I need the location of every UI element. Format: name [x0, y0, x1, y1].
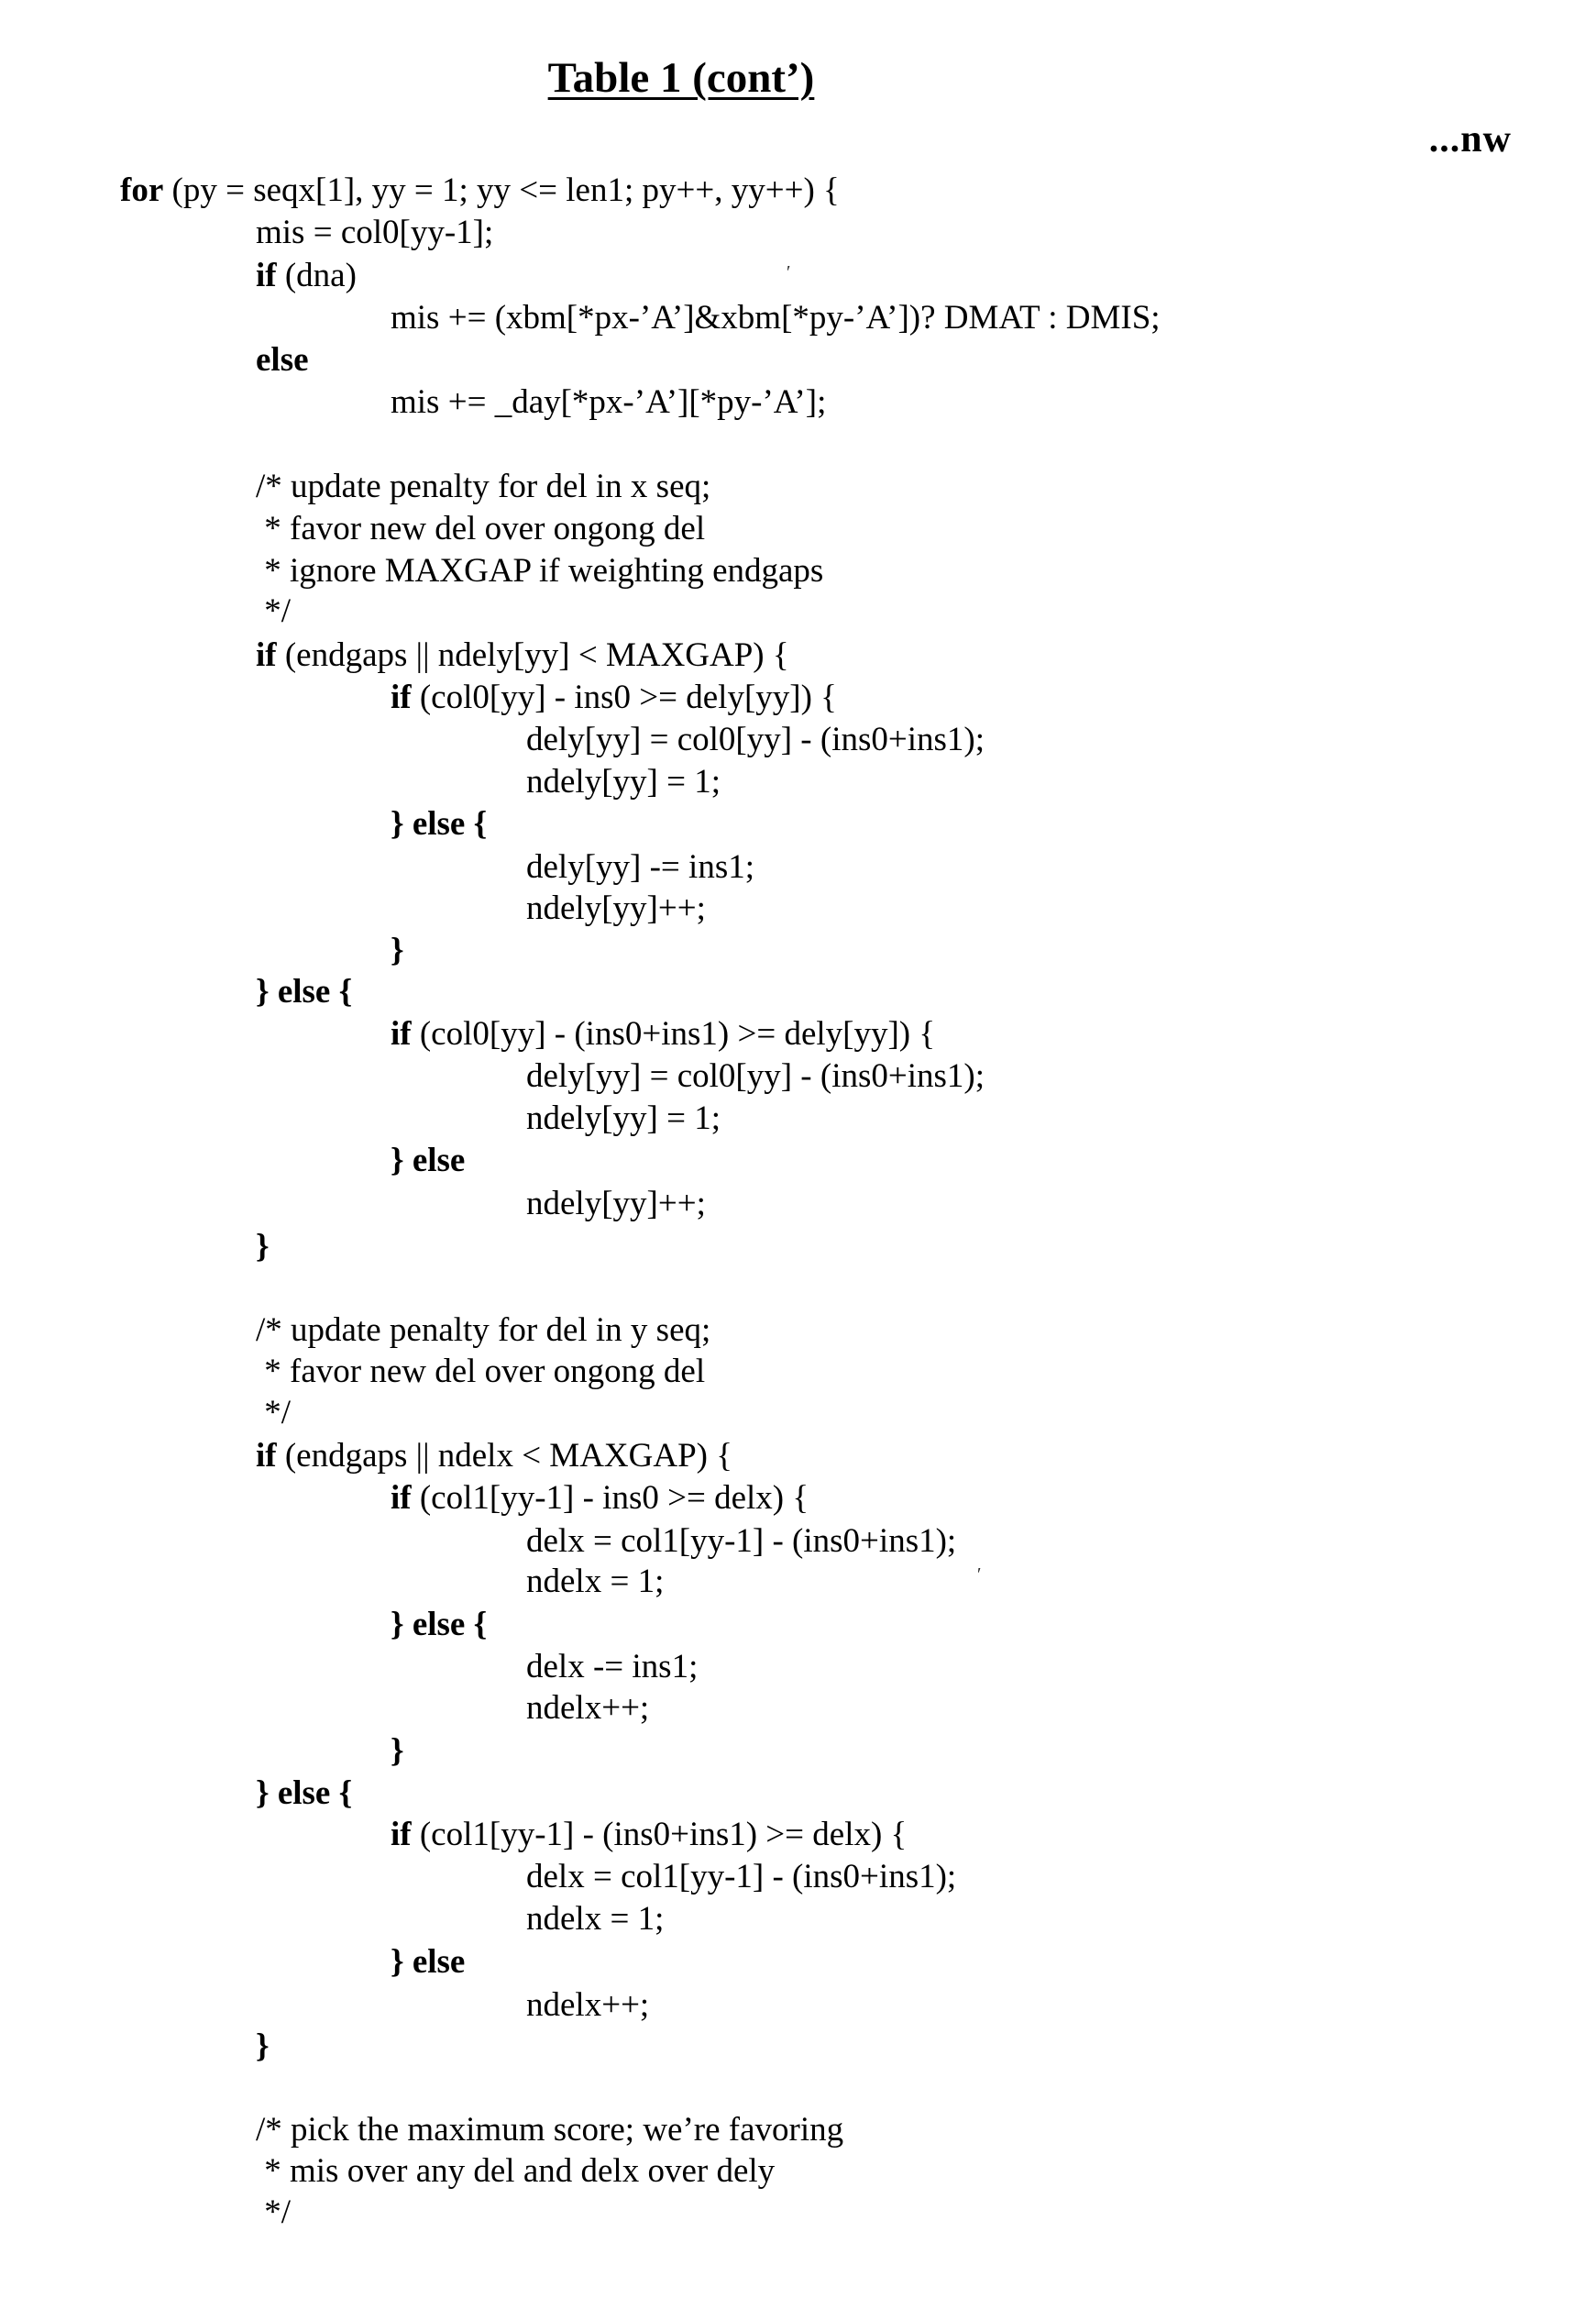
code-line — [256, 2193, 291, 2233]
code-line — [526, 889, 706, 929]
code-text: * ignore MAXGAP if weighting endgaps — [256, 552, 824, 590]
code-line — [526, 1857, 956, 1897]
code-keyword: } else — [391, 1142, 466, 1179]
code-line — [256, 467, 710, 507]
code-line — [526, 1985, 649, 2026]
code-keyword: else — [256, 341, 309, 379]
code-text: * favor new del over ongong del — [256, 510, 706, 547]
code-keyword: } — [256, 2027, 270, 2065]
code-keyword: if — [256, 636, 277, 674]
code-text: (py = seqx[1], yy = 1; yy <= len1; py++, yy++) { — [163, 171, 840, 209]
code-text: /* update penalty for del in x seq; — [256, 468, 711, 505]
code-text: delx = col1[yy-1] - (ins0+ins1); — [526, 1522, 957, 1560]
code-keyword: if — [391, 1816, 412, 1853]
code-line — [391, 678, 837, 718]
code-text: * favor new del over ongong del — [256, 1353, 706, 1390]
code-text: mis += (xbm[*px-’A’]&xbm[*py-’A’])? DMAT : DMIS; — [391, 299, 1161, 337]
code-text: dely[yy] -= ins1; — [526, 848, 754, 886]
code-text: mis += _day[*px-’A’][*py-’A’]; — [391, 383, 827, 421]
code-text: * mis over any del and delx over dely — [256, 2152, 776, 2190]
code-keyword: } — [391, 1732, 404, 1770]
code-text: dely[yy] = col0[yy] - (ins0+ins1); — [526, 721, 985, 758]
code-line — [256, 509, 705, 549]
code-line — [256, 213, 493, 253]
code-line — [256, 1773, 352, 1814]
code-keyword: } else { — [391, 805, 488, 843]
code-text: */ — [256, 1394, 292, 1431]
page-title-text: Table 1 (cont’) — [547, 54, 815, 102]
code-text: (col0[yy] - (ins0+ins1) >= dely[yy]) { — [411, 1015, 936, 1053]
code-line — [256, 1310, 710, 1351]
code-keyword: if — [391, 1479, 412, 1517]
page-marker: ...nw — [1428, 118, 1512, 160]
code-text: (endgaps || ndely[yy] < MAXGAP) { — [276, 636, 789, 674]
code-keyword: } else { — [391, 1606, 488, 1643]
code-text: ndelx++; — [526, 1689, 650, 1727]
code-line — [391, 1141, 465, 1181]
code-line — [526, 1099, 721, 1139]
code-line — [256, 2151, 775, 2192]
code-line — [256, 591, 291, 632]
code-line — [391, 1942, 465, 1983]
code-line — [526, 762, 721, 802]
code-keyword: } else — [391, 1943, 466, 1981]
code-keyword: if — [391, 1015, 412, 1053]
code-text: ndely[yy] = 1; — [526, 1099, 721, 1137]
code-keyword: } — [391, 932, 404, 969]
code-text: (endgaps || ndelx < MAXGAP) { — [276, 1437, 732, 1475]
code-line — [120, 171, 840, 211]
code-keyword: if — [256, 1437, 277, 1475]
code-text: ndelx = 1; — [526, 1900, 665, 1938]
code-keyword: } else { — [256, 1774, 353, 1812]
code-text: (col1[yy-1] - (ins0+ins1) >= delx) { — [411, 1816, 908, 1853]
code-text: /* pick the maximum score; we’re favoring — [256, 2111, 844, 2149]
code-line — [526, 1184, 706, 1224]
code-text: delx -= ins1; — [526, 1648, 699, 1685]
code-line — [256, 972, 352, 1012]
code-line — [256, 635, 789, 676]
code-line — [391, 1731, 404, 1772]
code-line — [526, 1056, 985, 1097]
code-line — [526, 1647, 698, 1687]
code-keyword: for — [120, 171, 164, 209]
code-line — [391, 804, 487, 845]
code-text: ndely[yy] = 1; — [526, 763, 721, 801]
code-text: ndely[yy]++; — [526, 1185, 706, 1222]
code-text: (col1[yy-1] - ins0 >= delx) { — [411, 1479, 809, 1517]
scan-artifact-mark: ′ — [977, 1564, 982, 1585]
code-text: (col0[yy] - ins0 >= dely[yy]) { — [411, 679, 837, 716]
code-line — [256, 1352, 705, 1392]
code-line — [391, 1815, 907, 1855]
code-text: dely[yy] = col0[yy] - (ins0+ins1); — [526, 1057, 985, 1095]
code-line — [391, 1014, 935, 1055]
code-line — [526, 720, 985, 760]
code-text: ndelx = 1; — [526, 1563, 665, 1600]
code-keyword: if — [391, 679, 412, 716]
code-line — [256, 2027, 270, 2067]
code-line — [526, 847, 754, 888]
code-text: */ — [256, 2193, 292, 2231]
code-line — [256, 1393, 291, 1433]
code-keyword: } — [256, 1228, 270, 1265]
code-keyword: } else { — [256, 973, 353, 1011]
code-line — [526, 1899, 664, 1939]
code-line — [256, 2110, 843, 2150]
code-line — [526, 1521, 956, 1562]
code-text: (dna) — [276, 257, 357, 294]
code-line — [391, 1478, 809, 1519]
code-text: ndely[yy]++; — [526, 889, 706, 927]
code-line — [256, 340, 309, 381]
code-line — [256, 1227, 270, 1267]
code-line — [391, 1605, 487, 1645]
code-text: ndelx++; — [526, 1986, 650, 2024]
code-line — [526, 1562, 664, 1602]
scan-artifact-mark: ′ — [787, 262, 791, 282]
code-line — [256, 1436, 732, 1476]
code-text: */ — [256, 592, 292, 630]
code-line — [256, 256, 357, 296]
code-keyword: if — [256, 257, 277, 294]
code-line — [391, 931, 404, 971]
code-line — [391, 382, 826, 423]
code-line — [391, 298, 1161, 338]
code-line — [256, 551, 823, 591]
code-text: delx = col1[yy-1] - (ins0+ins1); — [526, 1858, 957, 1895]
code-text: mis = col0[yy-1]; — [256, 214, 494, 251]
code-line — [526, 1688, 649, 1729]
code-text: /* update penalty for del in y seq; — [256, 1311, 711, 1349]
